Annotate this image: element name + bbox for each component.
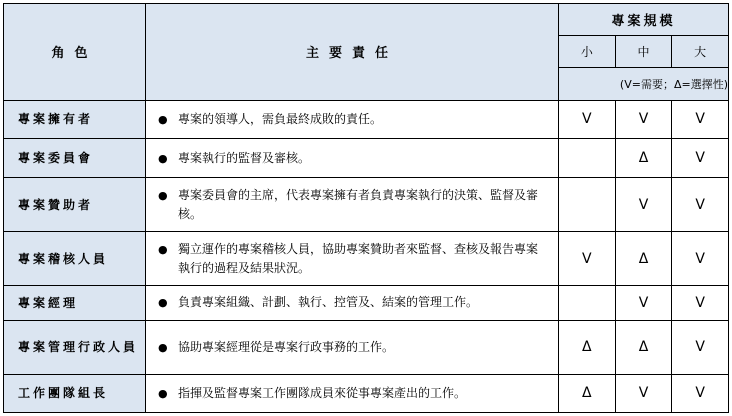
table-row xyxy=(4,232,729,286)
table-row xyxy=(4,178,729,232)
medium-mark: Δ xyxy=(615,320,672,374)
medium-mark: V xyxy=(615,374,672,412)
roles-table xyxy=(3,3,729,413)
size-medium-header: 中 xyxy=(615,36,672,68)
role-column-header: 角色 xyxy=(4,4,146,101)
bullet-icon: ● xyxy=(158,296,168,310)
table-row xyxy=(4,286,729,320)
responsibility-text: 獨立運作的專案稽核人員，協助專案贊助者來監督、查核及報告專案執行的過程及結果狀況。 xyxy=(178,241,539,275)
legend-text: (V=需要；Δ=選擇性) xyxy=(559,68,729,100)
medium-mark: Δ xyxy=(615,138,672,177)
responsibility-cell xyxy=(146,232,559,286)
responsibility-cell xyxy=(146,374,559,412)
responsibility-cell xyxy=(146,138,559,177)
responsibility-text: 協助專案經理從是專案行政事務的工作。 xyxy=(178,339,395,354)
bullet-icon: ● xyxy=(158,151,168,165)
role-cell: 專案稽核人員 xyxy=(4,232,146,286)
responsibility-text: 負責專案組織、計劃、執行、控管及、結案的管理工作。 xyxy=(178,295,479,310)
role-cell: 專案贊助者 xyxy=(4,178,146,232)
role-cell: 工作團隊組長 xyxy=(4,374,146,412)
medium-mark: Δ xyxy=(615,232,672,286)
role-cell: 專案經理 xyxy=(4,286,146,320)
large-mark: V xyxy=(672,138,729,177)
medium-mark: V xyxy=(615,100,672,138)
table-row xyxy=(4,138,729,177)
small-mark: Δ xyxy=(559,320,616,374)
bullet-icon: ● xyxy=(158,112,168,126)
responsibility-text: 指揮及監督專案工作團隊成員來從事專案產出的工作。 xyxy=(178,385,467,400)
responsibility-cell xyxy=(146,286,559,320)
project-scale-header: 專案規模 xyxy=(559,4,729,36)
large-mark: V xyxy=(672,100,729,138)
small-mark: V xyxy=(559,100,616,138)
role-cell: 專案委員會 xyxy=(4,138,146,177)
medium-mark: V xyxy=(615,178,672,232)
large-mark: V xyxy=(672,286,729,320)
table-row xyxy=(4,100,729,138)
role-cell: 專案管理行政人員 xyxy=(4,320,146,374)
responsibility-text: 專案的領導人，需負最終成敗的責任。 xyxy=(178,111,383,126)
small-mark: Δ xyxy=(559,374,616,412)
large-mark: V xyxy=(672,374,729,412)
responsibility-text: 專案委員會的主席，代表專案擁有者負責專案執行的決策、監督及審核。 xyxy=(178,187,539,221)
large-mark: V xyxy=(672,232,729,286)
header-row xyxy=(4,4,729,36)
small-mark xyxy=(559,286,616,320)
table-row xyxy=(4,320,729,374)
small-mark: V xyxy=(559,232,616,286)
role-cell: 專案擁有者 xyxy=(4,100,146,138)
small-mark xyxy=(559,138,616,177)
large-mark: V xyxy=(672,320,729,374)
size-small-header: 小 xyxy=(559,36,616,68)
responsibility-text: 專案執行的監督及審核。 xyxy=(178,150,311,165)
bullet-icon: ● xyxy=(158,242,168,256)
medium-mark: V xyxy=(615,286,672,320)
responsibility-cell xyxy=(146,100,559,138)
small-mark xyxy=(559,178,616,232)
responsibility-column-header: 主要責任 xyxy=(146,4,559,101)
responsibility-cell xyxy=(146,178,559,232)
bullet-icon: ● xyxy=(158,340,168,354)
bullet-icon: ● xyxy=(158,386,168,400)
large-mark: V xyxy=(672,178,729,232)
responsibility-cell xyxy=(146,320,559,374)
table-row xyxy=(4,374,729,412)
bullet-icon: ● xyxy=(158,188,168,202)
size-large-header: 大 xyxy=(672,36,729,68)
